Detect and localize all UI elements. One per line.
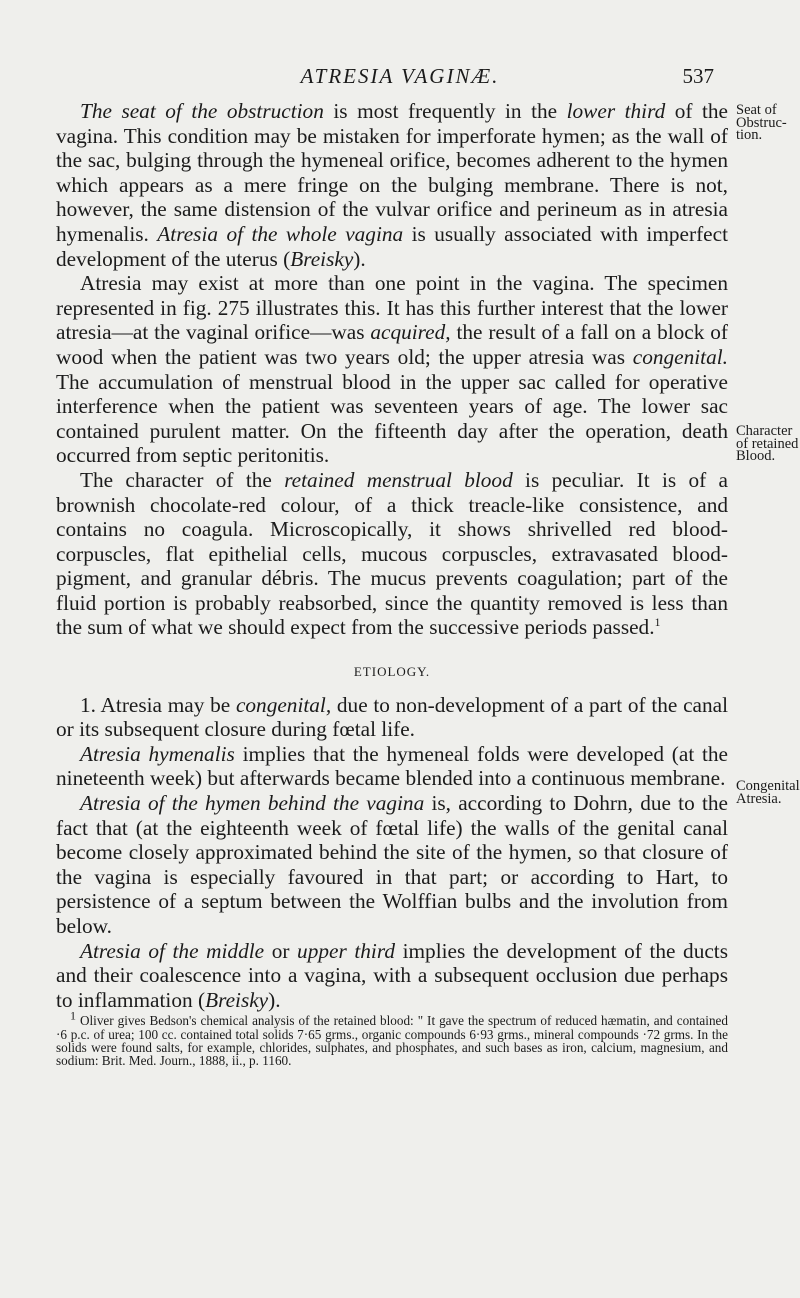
sidenote-seat-of-obstruction: Seat of Obstruc- tion.: [736, 102, 787, 143]
italic-phrase: Atresia hymenalis: [80, 741, 235, 766]
text-run: or: [264, 938, 298, 963]
footnote-number: 1: [70, 1008, 76, 1023]
text-run: the result of a fall on a block of wood when the patient was two years old; the upper atresia was: [56, 320, 728, 369]
text-run: is peculiar. It is of a brownish chocolate-red colour, of a thick treacle-like consistence, and contains no coagula. Microscopically, it shows shrivelled red blood-corpuscles, flat epithelial cells, mucous corpuscles, extravasated blood-pigment, and granular débris. The mucus prevents coagulation; part of the fluid portion is probably reabsorbed, since the quantity removed is less than the sum of what we should expect from the successive periods passed.: [56, 467, 728, 640]
text-run: implies the development of the ducts and their coalescence into a vagina, with a subsequent occlusion due perhaps to inflammation (: [56, 938, 729, 1012]
sidenote-character-of-retained-blood: Character of retained Blood.: [736, 423, 799, 464]
italic-phrase: The seat of the obstruction: [80, 99, 324, 123]
paragraph-atresia-hymenalis: [56, 742, 728, 791]
footnote-text: [56, 1008, 728, 1069]
italic-phrase: congenital.: [632, 344, 728, 369]
text-run: The accumulation of menstrual blood in the upper sac called for operative interference when the patient was seventeen years of age. The lower sac contained purulent matter. On the fifteenth day after the operation, death occurred from septic peritonitis.: [56, 369, 728, 468]
text-run: ).: [268, 987, 281, 1012]
italic-phrase: retained menstrual blood: [284, 467, 513, 492]
text-run: is usually associated with imperfect development of the uterus (: [56, 221, 728, 271]
text-run: is most frequently in the: [323, 99, 567, 123]
italic-phrase: acquired,: [370, 320, 451, 345]
italic-phrase: lower third: [566, 99, 666, 123]
footnote-marker: 1: [654, 615, 661, 630]
running-title: ATRESIA VAGINÆ.: [300, 64, 500, 88]
italic-phrase: Atresia of the hymen behind the vagina: [80, 791, 425, 816]
italic-phrase: Atresia of the middle: [80, 938, 265, 963]
italic-phrase: Atresia of the whole vagina: [157, 221, 404, 246]
text-run: ).: [353, 246, 366, 271]
page-header: [0, 64, 800, 94]
footnote-body: Oliver gives Bedson's chemical analysis of the retained blood: " It gave the spectrum of reduced hæmatin, and contained ·6 p.c. of urea; 100 cc. contained total solids 7·65 grms., organic compounds 6·93 grms., mineral compounds ·72 grms. In the solids were found salts, for example, chlorides, sulphates, and phosphates, and such bases as iron, calcium, magnesium, and sodium: Brit. Med. Journ., 1888, ii., p. 1160.: [56, 1013, 728, 1069]
footnote: [56, 1008, 728, 1069]
text-run: is, according to Dohrn, due to the fact that (at the eighteenth week of fœtal life) the walls of the genital canal become closely approximated behind the site of the hymen, so that closure of the vagina is especially favoured in that part; or according to Hart, to persistence of a septum between the Wolffian bulbs and the involution from below.: [56, 791, 728, 938]
text-run: 1. Atresia may be: [80, 692, 236, 717]
paragraph-atresia-behind-hymen: [56, 791, 728, 939]
text-run: of the vagina. This condition may be mistaken for imperforate hymen; as the wall of the sac, bulging through the hymeneal orifice, becomes adherent to the hymen which appears as a mere fringe on the bulging membrane. There is not, however, the same distension of the vulvar orifice and perineum as in atresia hymenalis.: [56, 99, 728, 246]
italic-phrase: congenital,: [235, 692, 332, 717]
paragraph-atresia-middle-upper: [56, 939, 728, 1013]
text-run: implies that the hymeneal folds were developed (at the nineteenth week) but afterwards became blended into a continuous membrane.: [56, 741, 728, 791]
italic-phrase: upper third: [297, 938, 395, 963]
section-heading-etiology: ETIOLOGY.: [353, 664, 431, 680]
paragraph-seat-of-obstruction: [56, 99, 728, 271]
text-run: due to non-development of a part of the canal or its subsequent closure during fœtal life.: [56, 692, 728, 742]
paragraph-retained-blood: [56, 468, 728, 640]
italic-phrase: Breisky: [205, 987, 269, 1012]
italic-phrase: Breisky: [290, 246, 354, 271]
page-number: 537: [682, 64, 714, 88]
body-text: [56, 99, 728, 1068]
sidenote-congenital-atresia: Congenital Atresia.: [736, 778, 800, 807]
paragraph-congenital: [56, 693, 728, 742]
text-run: The character of the: [80, 467, 285, 492]
paragraph-multiple-atresia: [56, 271, 728, 468]
text-run: Atresia may exist at more than one point in the vagina. The specimen represented in fig. 275 illustrates this. It has this further interest that the lower atresia—at the vaginal orifice—was: [56, 271, 728, 345]
